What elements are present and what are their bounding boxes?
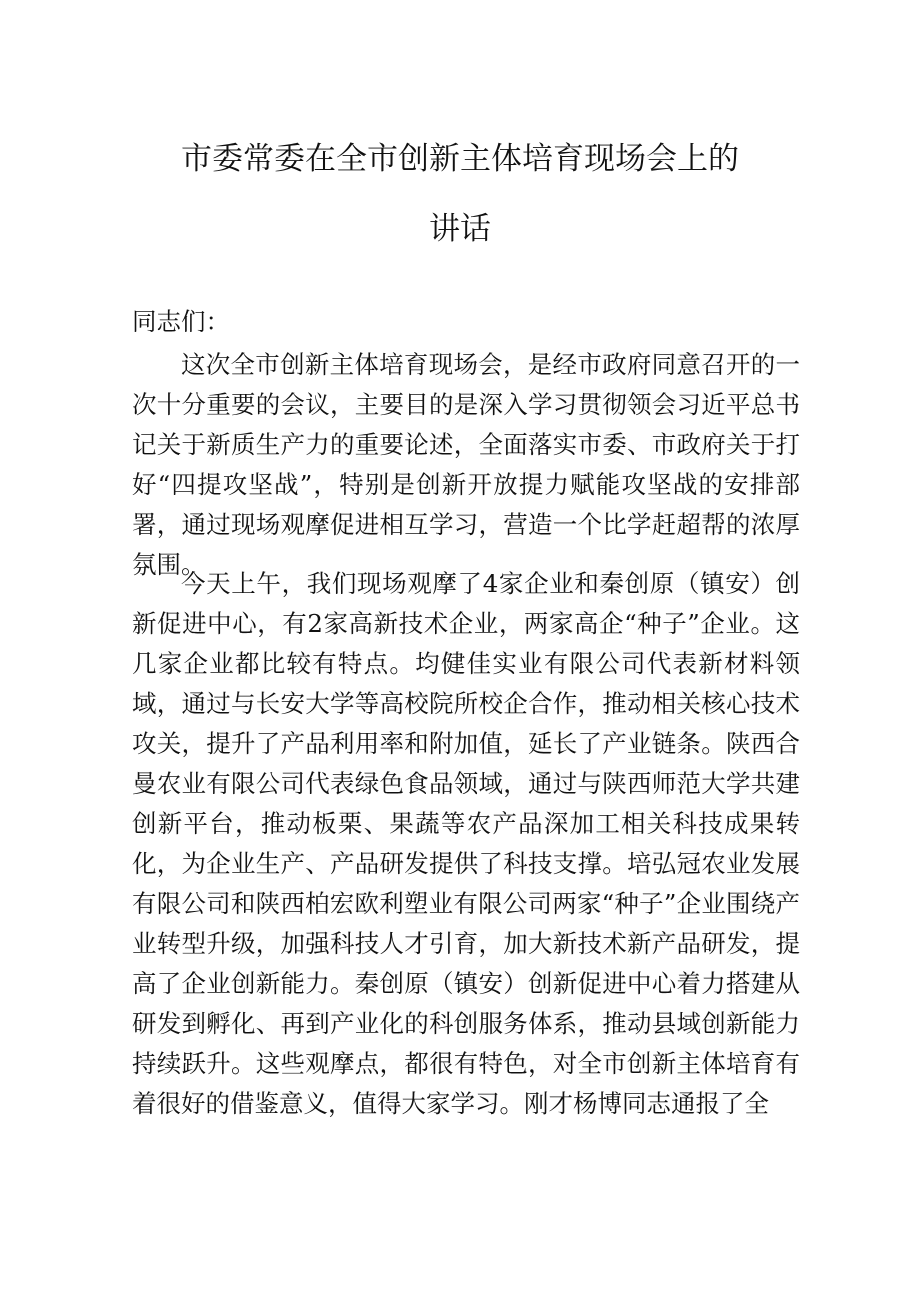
document-title-line-1: 市委常委在全市创新主体培育现场会上的 bbox=[181, 141, 739, 177]
paragraph-2: 今天上午，我们现场观摩了4家企业和秦创原（镇安）创新促进中心，有2家高新技术企业，两家高企“种子”企业。这几家企业都比较有特点。均健佳实业有限公司代表新材料领域，通过与长安大学等高校院所校企合作，推动相关核心技术攻关，提升了产品利用率和附加值，延长了产业链条。陕西合曼农业有限公司代表绿色食品领域，通过与陕西师范大学共建创新平台，推动板栗、果蔬等农产品深加工相关科技成果转化，为企业生产、产品研发提供了科技支撑。培弘冠农业发展有限公司和陕西柏宏欧利塑业有限公司两家“种子”企业围绕产业转型升级，加强科技人才引育，加大新技术新产品研发，提高了企业创新能力。秦创原（镇安）创新促进中心着力搭建从研发到孵化、再到产业化的科创服务体系，推动县域创新能力持续跃升。这些观摩点，都很有特色，对全市创新主体培育有着很好的借鉴意义，值得大家学习。刚才杨博同志通报了全 bbox=[132, 569, 800, 1118]
document-title-line-2: 讲话 bbox=[429, 211, 491, 247]
salutation: 同志们： bbox=[132, 307, 230, 336]
paragraph-1: 这次全市创新主体培育现场会，是经市政府同意召开的一次十分重要的会议，主要目的是深入学习贯彻领会习近平总书记关于新质生产力的重要论述，全面落实市委、市政府关于打好“四提攻坚战”，特别是创新开放提力赋能攻坚战的安排部署，通过现场观摩促进相互学习，营造一个比学赶超帮的浓厚氛围。 bbox=[132, 350, 800, 579]
